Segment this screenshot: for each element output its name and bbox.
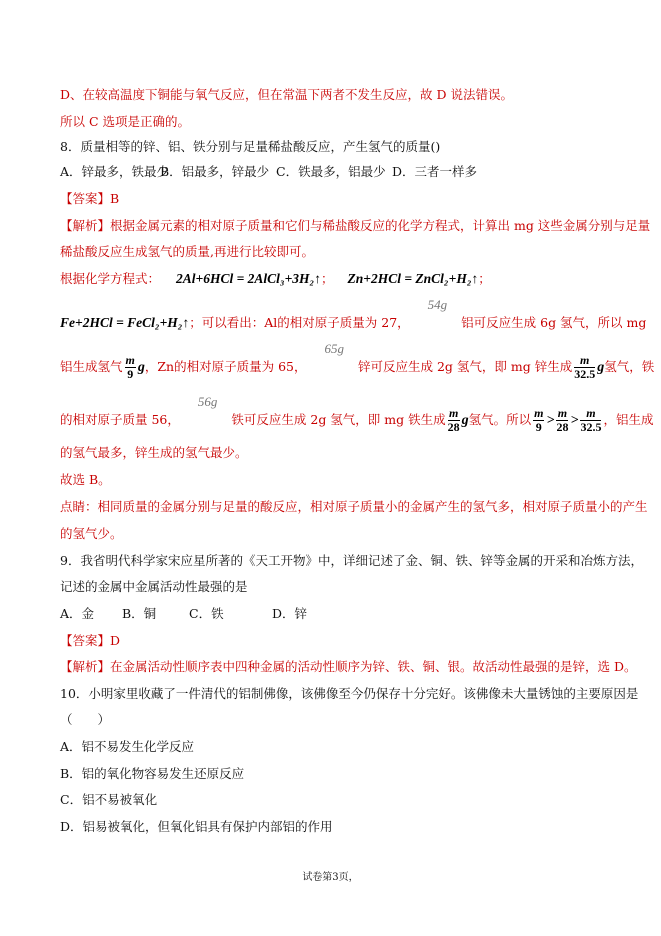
text: 氢气，铁 [604, 359, 655, 374]
text-line [60, 394, 654, 434]
page-footer: 试卷第3页， [302, 872, 359, 883]
question-8-stem: 8．质量相等的锌、铝、铁分别与足量稀盐酸反应，产生氢气的质量() [60, 139, 441, 154]
analysis-text: 【解析】根据金属元素的相对原子质量和它们与稀盐酸反应的化学方程式，计算出 mg 这些金属分别与足量 [60, 218, 651, 233]
analysis-text: 稀盐酸反应生成氢气的质量,再进行比较即可。 [60, 244, 314, 259]
tip-text: 点睛：相同质量的金属分别与足量的酸反应，相对原子质量小的金属产生的氢气多，相对原子质量小的产生 [60, 499, 648, 514]
text-line [60, 297, 647, 331]
text-line: 的氢气最多，锌生成的氢气最少。 [60, 445, 248, 460]
option-a: A．锌最多，铁最少 [60, 164, 170, 179]
text: ，铝生成 [603, 412, 654, 427]
question-9-stem: 记述的金属中金属活动性最强的是 [60, 579, 248, 594]
question-9-stem: 9．我省明代科学家宋应星所著的《天工开物》中，详细记述了金、铜、铁、锌等金属的开采和冶炼方法， [60, 553, 643, 568]
unit: g [137, 360, 145, 375]
greater-than: > [570, 413, 579, 428]
unit: g [461, 413, 469, 428]
question-10-stem: 10．小明家里收藏了一件清代的铝制佛像，该佛像至今仍保存十分完好。该佛像未大量锈蚀的主要原因是 [60, 686, 639, 701]
text: ，Zn的相对原子质量为 65， [144, 359, 307, 374]
answer-label: 【答案】B [60, 191, 120, 206]
option-b: B．铝的氧化物容易发生还原反应 [60, 766, 245, 781]
text-line: 所以 C 选项是正确的。 [60, 114, 191, 129]
equation-label: 根据化学方程式： [60, 271, 161, 286]
greater-than: > [546, 413, 555, 428]
text: 锌可反应生成 2g 氢气，即 mg 锌生成 [357, 359, 573, 374]
superscript: 54g [427, 297, 448, 312]
fraction: $\frac{m}{9}$ [534, 406, 544, 434]
question-10-stem: （ ） [60, 712, 111, 727]
unit: g [597, 360, 605, 375]
separator: ； [478, 271, 491, 286]
text: 铝生成氢气 [60, 359, 123, 374]
question-8-options [60, 164, 477, 180]
fraction: $\frac{m}{32.5}$ [574, 353, 596, 381]
text: 氢气。所以 [468, 412, 532, 427]
fraction: $\frac{m}{9}$ [125, 353, 135, 381]
equation-line [60, 271, 491, 287]
equation-fe: Fe+2HCl = FeCl₂+H₂↑ [60, 315, 190, 330]
text: 铁可反应生成 2g 氢气，即 mg 铁生成 [231, 412, 446, 427]
option-a: A．铝不易发生化学反应 [60, 739, 195, 754]
fraction: $\frac{m}{28}$ [556, 406, 569, 434]
option-c: C．铝不易被氧化 [60, 792, 158, 807]
text: 的相对原子质量 56， [60, 412, 180, 427]
option-d: D．铝易被氧化，但氧化铝具有保护内部铝的作用 [60, 819, 333, 834]
analysis-text: 【解析】在金属活动性顺序表中四种金属的活动性顺序为锌、铁、铜、银。故活动性最强的是锌，选 D。 [60, 659, 637, 674]
option-d: D．锌 [272, 606, 308, 621]
option-a: A．金 [60, 606, 95, 621]
option-d: D．三者一样多 [392, 164, 478, 179]
text-line [60, 341, 655, 381]
text: 铝可反应生成 6g 氢气，所以 mg [461, 315, 647, 330]
tip-text: 的氢气少。 [60, 526, 123, 541]
option-c: C．铁 [189, 606, 224, 621]
fraction: $\frac{m}{32.5}$ [580, 406, 602, 434]
text: ；可以看出：Al的相对原子质量为 27， [189, 315, 410, 330]
text-line: 故选 B。 [60, 472, 111, 487]
option-b: B．铝最多，锌最少 [160, 164, 270, 179]
question-9-options [60, 606, 307, 622]
equation-al: 2Al+6HCl = 2AlCl₃+3H₂↑ [176, 271, 322, 286]
equation-zn: Zn+2HCl = ZnCl₂+H₂↑ [347, 271, 479, 286]
answer-label: 【答案】D [60, 633, 121, 648]
text-line: D、在较高温度下铜能与氧气反应，但在常温下两者不发生反应，故 D 说法错误。 [60, 87, 513, 102]
option-b: B．铜 [122, 606, 157, 621]
superscript: 56g [197, 394, 218, 409]
superscript: 65g [324, 341, 344, 356]
separator: ； [321, 271, 334, 286]
option-c: C．铁最多，铝最少 [276, 164, 386, 179]
fraction: $\frac{m}{28}$ [447, 406, 460, 434]
